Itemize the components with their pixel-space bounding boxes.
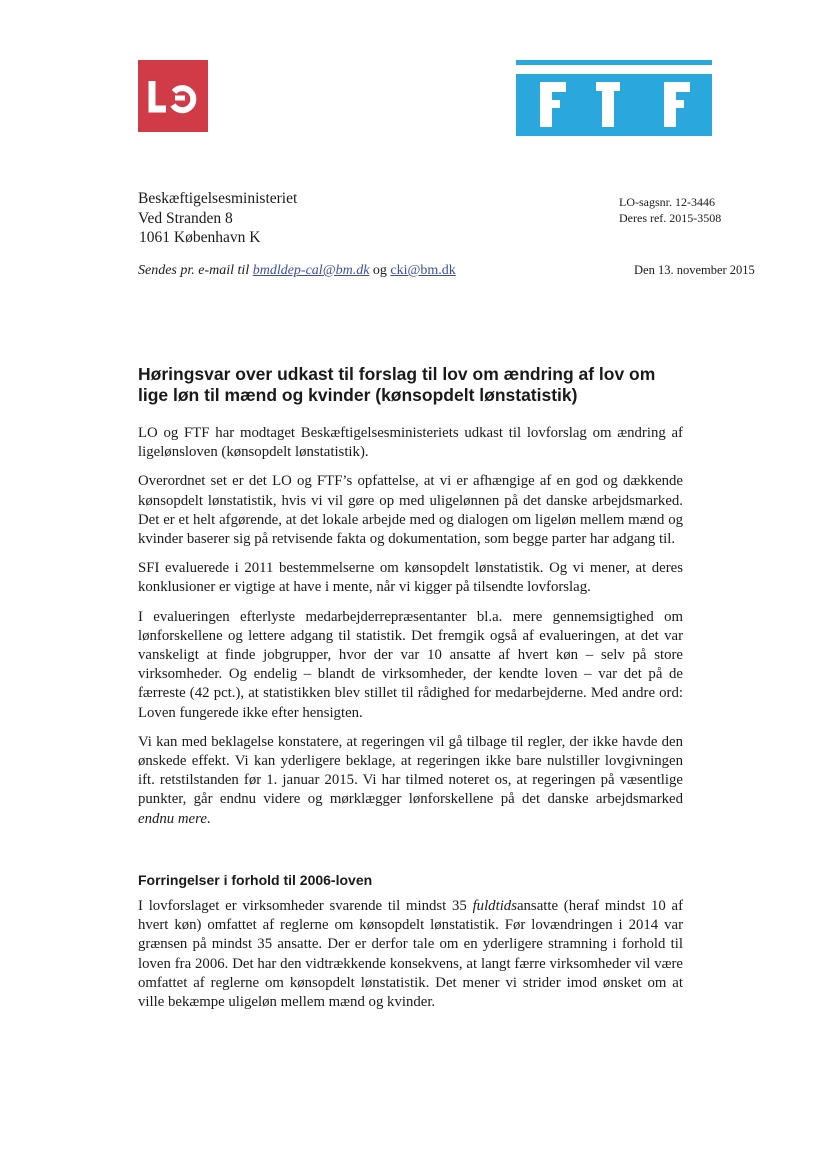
paragraph-5-end: . [206,810,211,827]
recipient-name: Beskæftigelsesministeriet [138,190,298,207]
sendes-og: og [372,263,387,278]
recipient-street: Ved Stranden 8 [138,209,233,227]
paragraph-1: LO og FTF har modtaget Beskæftigelsesministeriets udkast til lovforslag om ændring af ligelønsloven (kønsopdelt lønstatistik). [138,425,683,461]
email-link-1[interactable]: bmdldep-cal@bm.dk [252,263,370,278]
letter-date: Den 13. november 2015 [634,263,755,277]
recipient-city: 1061 København K [139,229,261,246]
case-references [619,194,721,226]
section-paragraph-a: I lovforslaget er virksomheder svarende til mindst 35 [138,898,467,914]
paragraph-5-main: Vi kan med beklagelse konstatere, at regeringen vil gå tilbage til regler, der ikke havde den ønskede effekt. Vi kan yderligere beklage, at regeringen ikke bare nulstiller lovgivningen ift. retstilstanden før 1. januar 2015. Vi har tilmed noteret os, at regeringen på væsentlige punkter, går endnu videre og mørklægger lønforskellene på det danske arbejdsmarked [138,733,683,808]
ftf-logo [516,60,712,136]
your-reference: Deres ref. 2015-3508 [619,211,722,225]
sendes-lead: Sendes pr. e-mail til [138,263,250,278]
email-link-2[interactable]: cki@bm.dk [390,263,456,278]
section-body [138,897,683,1012]
section-heading: Forringelser i forhold til 2006-loven [138,872,373,888]
letter-body [138,424,683,839]
paragraph-3: SFI evaluerede i 2011 bestemmelserne om kønsopdelt lønstatistik. Og vi mener, at deres konklusioner er vigtige at have i mente, når vi kigger på tilsendte lovforslag. [138,560,683,596]
paragraph-4: I evalueringen efterlyste medarbejderrepræsentanter bl.a. mere gennemsigtighed om lønforskellene og lettere adgang til statistik. Det fremgik også af evalueringen, at det var vanskeligt at finde jobgrupper, hvor der var 10 ansatte af hvert køn – selv på store virksomheder. Og endelig – blandt de virksomheder, der kendte loven – var det på de færreste (42 pct.), at statistikken blev stillet til rådighed for medarbejderne. Med andre ord: Loven fungerede ikke efter hensigten. [138,608,683,721]
paragraph-5 [138,733,683,829]
letter-title: Høringsvar over udkast til forslag til lov om ændring af lov om lige løn til mænd og kvinder (kønsopdelt lønstatistik) [138,364,656,405]
lo-logo [138,60,208,132]
section-paragraph-b: ansatte (heraf mindst 10 af hvert køn) omfattet af reglerne om kønsopdelt lønstatistik. Før lovændringen i 2014 var grænsen på mindst 35 ansatte. Der er derfor tale om en yderligere stramning i forhold til loven fra 2006. Det har den vidtrækkende konsekvens, at langt færre virksomheder vil være omfattet af reglerne om kønsopdelt lønstatistik. Det mener vi strider imod ønsket om at ville bekæmpe uligeløn mellem mænd og kvinder. [138,898,683,1011]
paragraph-2: Overordnet set er det LO og FTF’s opfattelse, at vi er afhængige af en god og dækkende kønsopdelt lønstatistik, hvis vi vil gøre op med uligelønnen på det danske arbejdsmarked. Det er et helt afgørende, at det lokale arbejde med og dialogen om ligeløn mellem mænd og kvinder baserer sig på retvisende fakta og dokumentation, som begge parter har adgang til. [138,473,683,548]
paragraph-5-emphasis: endnu mere [138,810,207,827]
recipient-address [138,189,297,248]
section-paragraph-emphasis: fuldtids [472,898,517,914]
lo-case-number: LO-sagsnr. 12-3446 [619,195,715,209]
sendes-line [138,263,456,279]
section-paragraph [138,897,683,1012]
